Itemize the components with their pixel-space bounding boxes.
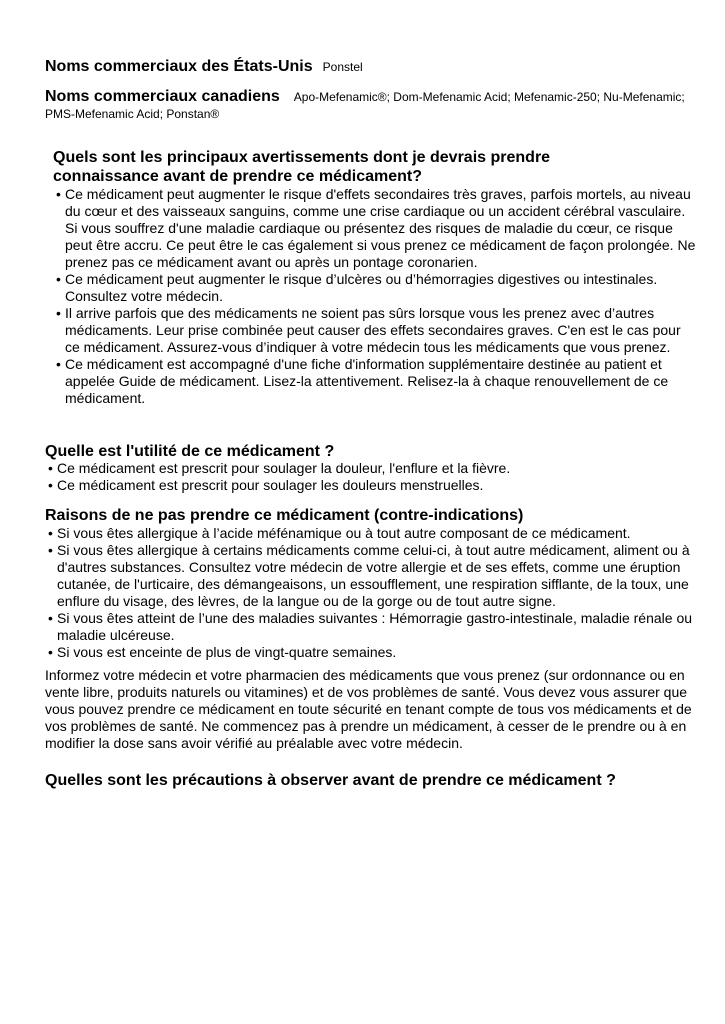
warning-item: • Ce médicament peut augmenter le risque d'effets secondaires très graves, parfois mortels, au niveau du cœur et des vaisseaux sanguins, comme une crise cardiaque ou un accident cérébral vasculaire. Si vous souffrez d'une maladie cardiaque ou présentez des risques de maladie du cœur, ce risque peut être accru. Ce peut être le cas également si vous prenez ce médicament de façon prolongée. Ne prenez pas ce médicament avant ou après un pontage coronarien. xyxy=(54,186,696,271)
warning-item: • Ce médicament peut augmenter le risque d’ulcères ou d’hémorragies digestives ou intestinales. Consultez votre médecin. xyxy=(54,271,696,305)
canadian-brand-names xyxy=(45,88,685,122)
contraindication-item: • Si vous êtes allergique à l’acide méfénamique ou à tout autre composant de ce médicament. xyxy=(46,525,696,542)
canadian-brand-value: Apo-Mefenamic®; Dom-Mefenamic Acid; Mefenamic-250; Nu-Mefenamic; PMS-Mefenamic Acid; Ponstan® xyxy=(45,90,685,121)
us-brand-value: Ponstel xyxy=(322,60,363,74)
medication-disclosure-paragraph: Informez votre médecin et votre pharmacien des médicaments que vous prenez (sur ordonnance ou en vente libre, produits naturels ou vitamines) et de vos problèmes de santé. Vous devez vous assurer que vous pouvez prendre ce médicament en toute sécurité en tenant compte de tous vos médicaments et de vos problèmes de santé. Ne commencez pas à prendre un médicament, à cesser de le prendre ou à en modifier la dose sans avoir vérifié au préalable avec votre médecin. xyxy=(45,667,692,751)
contraindication-item: • Si vous êtes atteint de l’une des maladies suivantes : Hémorragie gastro-intestinale, maladie rénale ou maladie ulcéreuse. xyxy=(46,610,696,644)
canadian-brand-label: Noms commerciaux canadiens xyxy=(45,88,280,105)
contraindications-list xyxy=(46,525,696,661)
precautions-heading: Quelles sont les précautions à observer avant de prendre ce médicament ? xyxy=(45,772,616,789)
warning-item: • Il arrive parfois que des médicaments ne soient pas sûrs lorsque vous les prenez avec d’autres médicaments. Leur prise combinée peut causer des effets secondaires graves. C'en est le cas pour ce médicament. Assurez-vous d’indiquer à votre médecin tous les médicaments que vous prenez. xyxy=(54,305,696,356)
use-item: • Ce médicament est prescrit pour soulager la douleur, l'enflure et la fièvre. xyxy=(46,460,696,477)
contraindications-heading: Raisons de ne pas prendre ce médicament (contre-indications) xyxy=(45,507,524,524)
warnings-list xyxy=(54,186,696,407)
warning-item: • Ce médicament est accompagné d'une fiche d'information supplémentaire destinée au patient et appelée Guide de médicament. Lisez-la attentivement. Relisez-la à chaque renouvellement de ce médicament. xyxy=(54,356,696,407)
warnings-heading: Quels sont les principaux avertissements dont je devrais prendre connaissance avant de prendre ce médicament? xyxy=(53,149,551,185)
contraindication-item: • Si vous êtes allergique à certains médicaments comme celui-ci, à tout autre médicament, aliment ou à d'autres substances. Consultez votre médecin de votre allergie et de ses effets, comme une éruption cutanée, de l'urticaire, des démangeaisons, un essoufflement, une respiration sifflante, de la toux, une enflure du visage, des lèvres, de la langue ou de la gorge ou de tout autre signe. xyxy=(46,542,696,610)
us-brand-label: Noms commerciaux des États-Unis xyxy=(45,58,313,75)
contraindication-item: • Si vous est enceinte de plus de vingt-quatre semaines. xyxy=(46,644,696,661)
uses-list xyxy=(46,460,696,494)
use-item: • Ce médicament est prescrit pour soulager les douleurs menstruelles. xyxy=(46,477,696,494)
us-brand-names xyxy=(45,58,685,76)
uses-heading: Quelle est l'utilité de ce médicament ? xyxy=(45,443,335,460)
